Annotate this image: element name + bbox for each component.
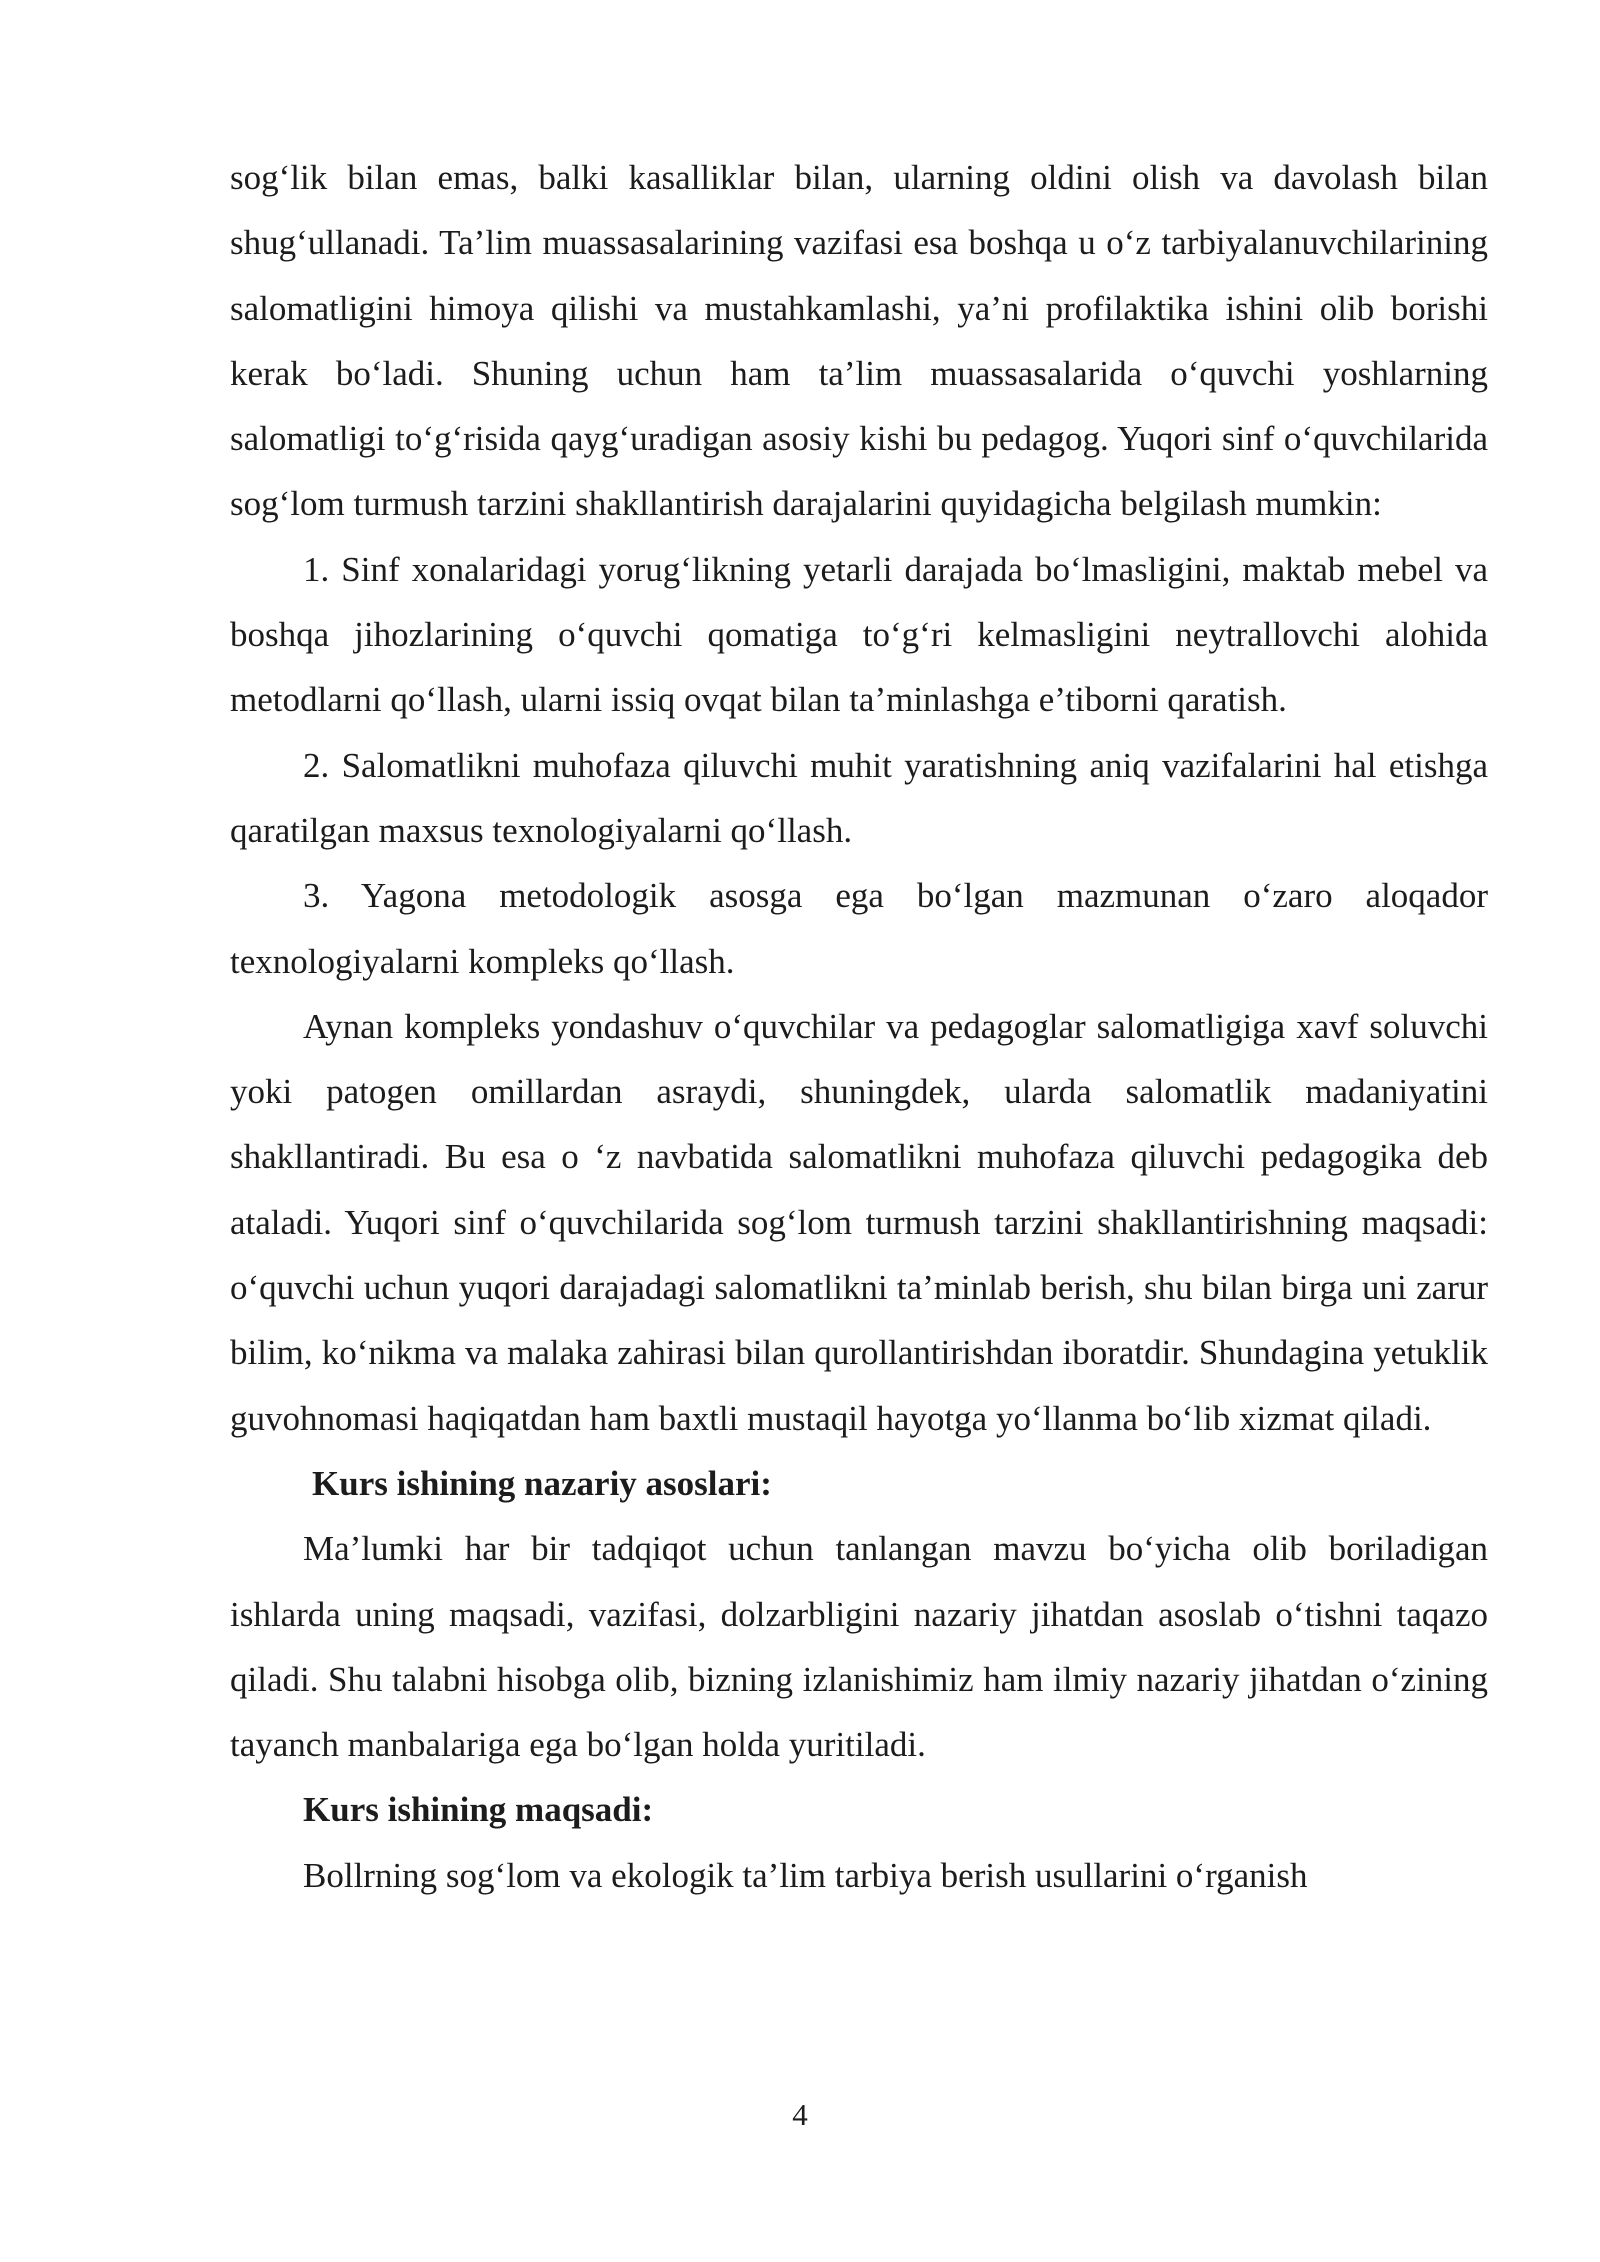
body-paragraph-theory: Ma’lumki har bir tadqiqot uchun tanlangan mavzu bo‘yicha olib boriladigan ishlarda uning maqsadi, vazifasi, dolzarbligini nazariy jihatdan asoslab o‘tishni taqazo qiladi. Shu talabni hisobga olib, bizning izlanishimiz ham ilmiy nazariy jihatdan o‘zining tayanch manbalariga ega bo‘lgan holda yuritiladi. [230, 1529, 1488, 1765]
body-paragraph-goal: Bollrning sog‘lom va ekologik ta’lim tarbiya berish usullarini o‘rganish [303, 1855, 1308, 1895]
body-paragraph-complex: Aynan kompleks yondashuv o‘quvchilar va pedagoglar salomatligiga xavf soluvchi yoki patogen omillardan asraydi, shuningdek, ularda salomatlik madaniyatini shakllantiradi. Bu esa o ‘z navbatida salomatlikni muhofaza qiluvchi pedagogika deb ataladi. Yuqori sinf o‘quvchilarida sog‘lom turmush tarzini shakllantirishning maqsadi: o‘quvchi uchun yuqori darajadagi salomatlikni ta’minlab berish, shu bilan birga uni zarur bilim, ko‘nikma va malaka zahirasi bilan qurollantirishdan iboratdir. Shundagina yetuklik guvohnomasi haqiqatdan ham baxtli mustaqil hayotga yo‘llanma bo‘lib xizmat qiladi. [230, 1006, 1488, 1438]
list-item-1: 1. Sinf xonalaridagi yorug‘likning yetarli darajada bo‘lmasligini, maktab mebel va boshqa jihozlarining o‘quvchi qomatiga to‘g‘ri kelmasligini neytrallovchi alohida metodlarni qo‘llash, ularni issiq ovqat bilan ta’minlashga e’tiborni qaratish. [230, 549, 1488, 720]
document-page [230, 145, 1488, 1908]
section-heading-goal: Kurs ishining maqsadi: [303, 1790, 654, 1830]
list-item-2: 2. Salomatlikni muhofaza qiluvchi muhit yaratishning aniq vazifalarini hal etishga qaratilgan maxsus texnologiyalarni qo‘llash. [230, 745, 1488, 850]
list-item-3: 3. Yagona metodologik asosga ega bo‘lgan mazmunan o‘zaro aloqador texnologiyalarni kompleks qo‘llash. [230, 876, 1488, 981]
page-number: 4 [792, 2097, 808, 2132]
body-paragraph-intro: sog‘lik bilan emas, balki kasalliklar bilan, ularning oldini olish va davolash bilan shug‘ullanadi. Ta’lim muassasalarining vazifasi esa boshqa u o‘z tarbiyalanuvchilarining salomatligini himoya qilishi va mustahkamlashi, ya’ni profilaktika ishini olib borishi kerak bo‘ladi. Shuning uchun ham ta’lim muassasalarida o‘quvchi yoshlarning salomatligi to‘g‘risida qayg‘uradigan asosiy kishi bu pedagog. Yuqori sinf o‘quvchilarida sog‘lom turmush tarzini shakllantirish darajalarini quyidagicha belgilash mumkin: [230, 158, 1488, 524]
section-heading-theory: Kurs ishining nazariy asoslari: [312, 1463, 772, 1503]
